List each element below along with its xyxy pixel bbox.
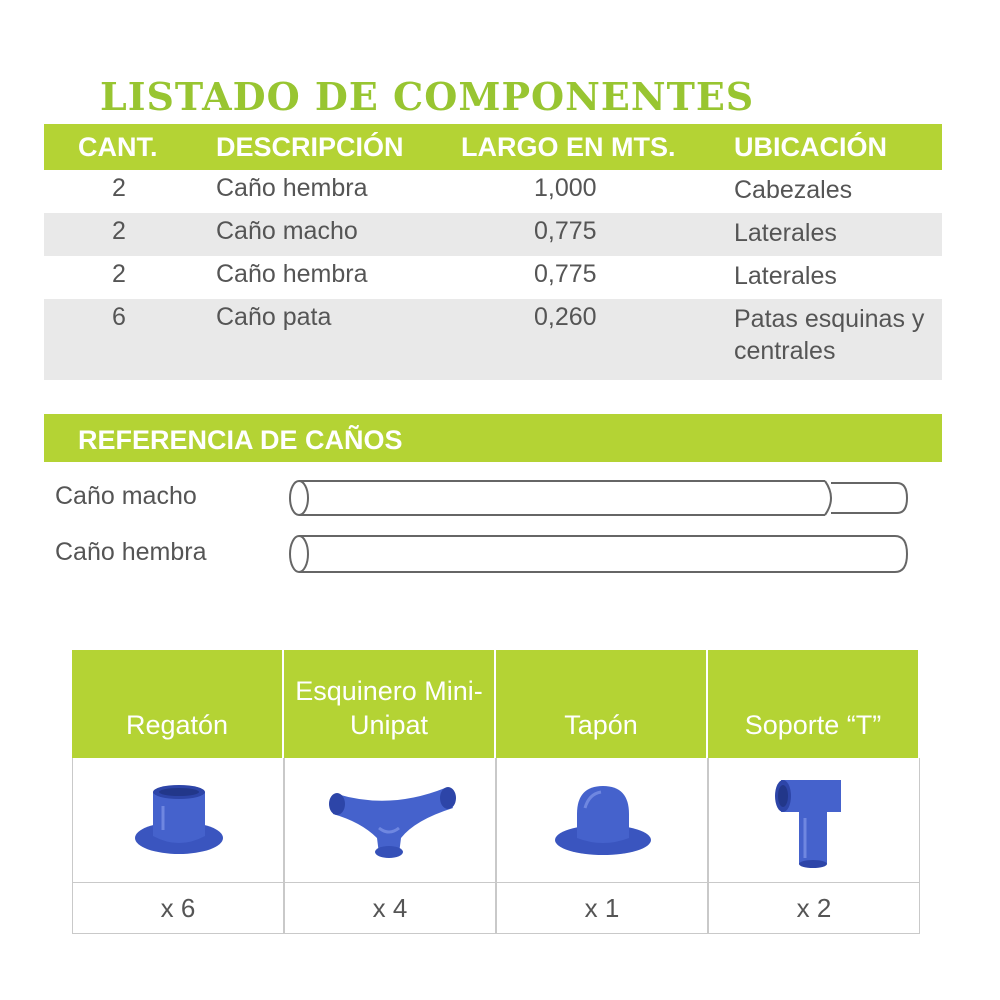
part-image [496, 758, 708, 883]
tapon-icon [497, 758, 707, 882]
part-card [496, 650, 708, 933]
table-row [44, 170, 942, 213]
part-name: Soporte “T” [744, 710, 882, 740]
esquinero-icon [285, 758, 495, 882]
table-row [44, 256, 942, 299]
cell-cant: 2 [112, 260, 126, 288]
cell-largo: 1,000 [534, 174, 597, 202]
part-quantity: x 6 [72, 882, 284, 934]
cell-descripcion: Caño macho [216, 217, 358, 245]
table-header [44, 124, 942, 170]
part-name: Regatón [125, 710, 229, 740]
part-quantity: x 4 [284, 882, 496, 934]
cell-cant: 2 [112, 174, 126, 202]
part-card [72, 650, 284, 933]
pipe-label-macho: Caño macho [55, 482, 197, 510]
cell-ubicacion: Laterales [734, 262, 837, 290]
header-largo: LARGO EN MTS. [461, 132, 676, 162]
part-image [284, 758, 496, 883]
female-pipe-icon [285, 533, 915, 575]
table-row [44, 299, 942, 380]
page-title: LISTADO DE COMPONENTES [100, 74, 755, 119]
part-header [72, 650, 282, 758]
parts-grid [72, 650, 920, 933]
components-table [44, 124, 942, 380]
regaton-icon [73, 758, 283, 882]
part-header [496, 650, 706, 758]
part-image [708, 758, 920, 883]
cell-largo: 0,775 [534, 260, 597, 288]
cell-descripcion: Caño hembra [216, 260, 368, 288]
reference-header [44, 414, 942, 462]
cell-cant: 6 [112, 303, 126, 331]
part-card [708, 650, 920, 933]
header-cant: CANT. [78, 132, 158, 162]
cell-descripcion: Caño pata [216, 303, 332, 331]
cell-largo: 0,260 [534, 303, 597, 331]
cell-ubicacion: Cabezales [734, 176, 853, 204]
part-header [708, 650, 918, 758]
part-name: Tapón [564, 710, 638, 740]
header-descripcion: DESCRIPCIÓN [216, 132, 404, 162]
part-header [284, 650, 494, 758]
pipe-label-hembra: Caño hembra [55, 538, 207, 566]
part-name: Esquinero Mini-Unipat [295, 676, 483, 740]
header-ubicacion: UBICACIÓN [734, 132, 887, 162]
cell-descripcion: Caño hembra [216, 174, 368, 202]
part-image [72, 758, 284, 883]
male-pipe-icon [285, 478, 915, 518]
part-quantity: x 2 [708, 882, 920, 934]
part-quantity: x 1 [496, 882, 708, 934]
cell-cant: 2 [112, 217, 126, 245]
soporte-t-icon [709, 758, 919, 882]
table-row [44, 213, 942, 256]
cell-ubicacion: Patas esquinas y centrales [734, 305, 925, 365]
cell-ubicacion: Laterales [734, 219, 837, 247]
reference-title: REFERENCIA DE CAÑOS [78, 425, 403, 455]
cell-largo: 0,775 [534, 217, 597, 245]
part-card [284, 650, 496, 933]
